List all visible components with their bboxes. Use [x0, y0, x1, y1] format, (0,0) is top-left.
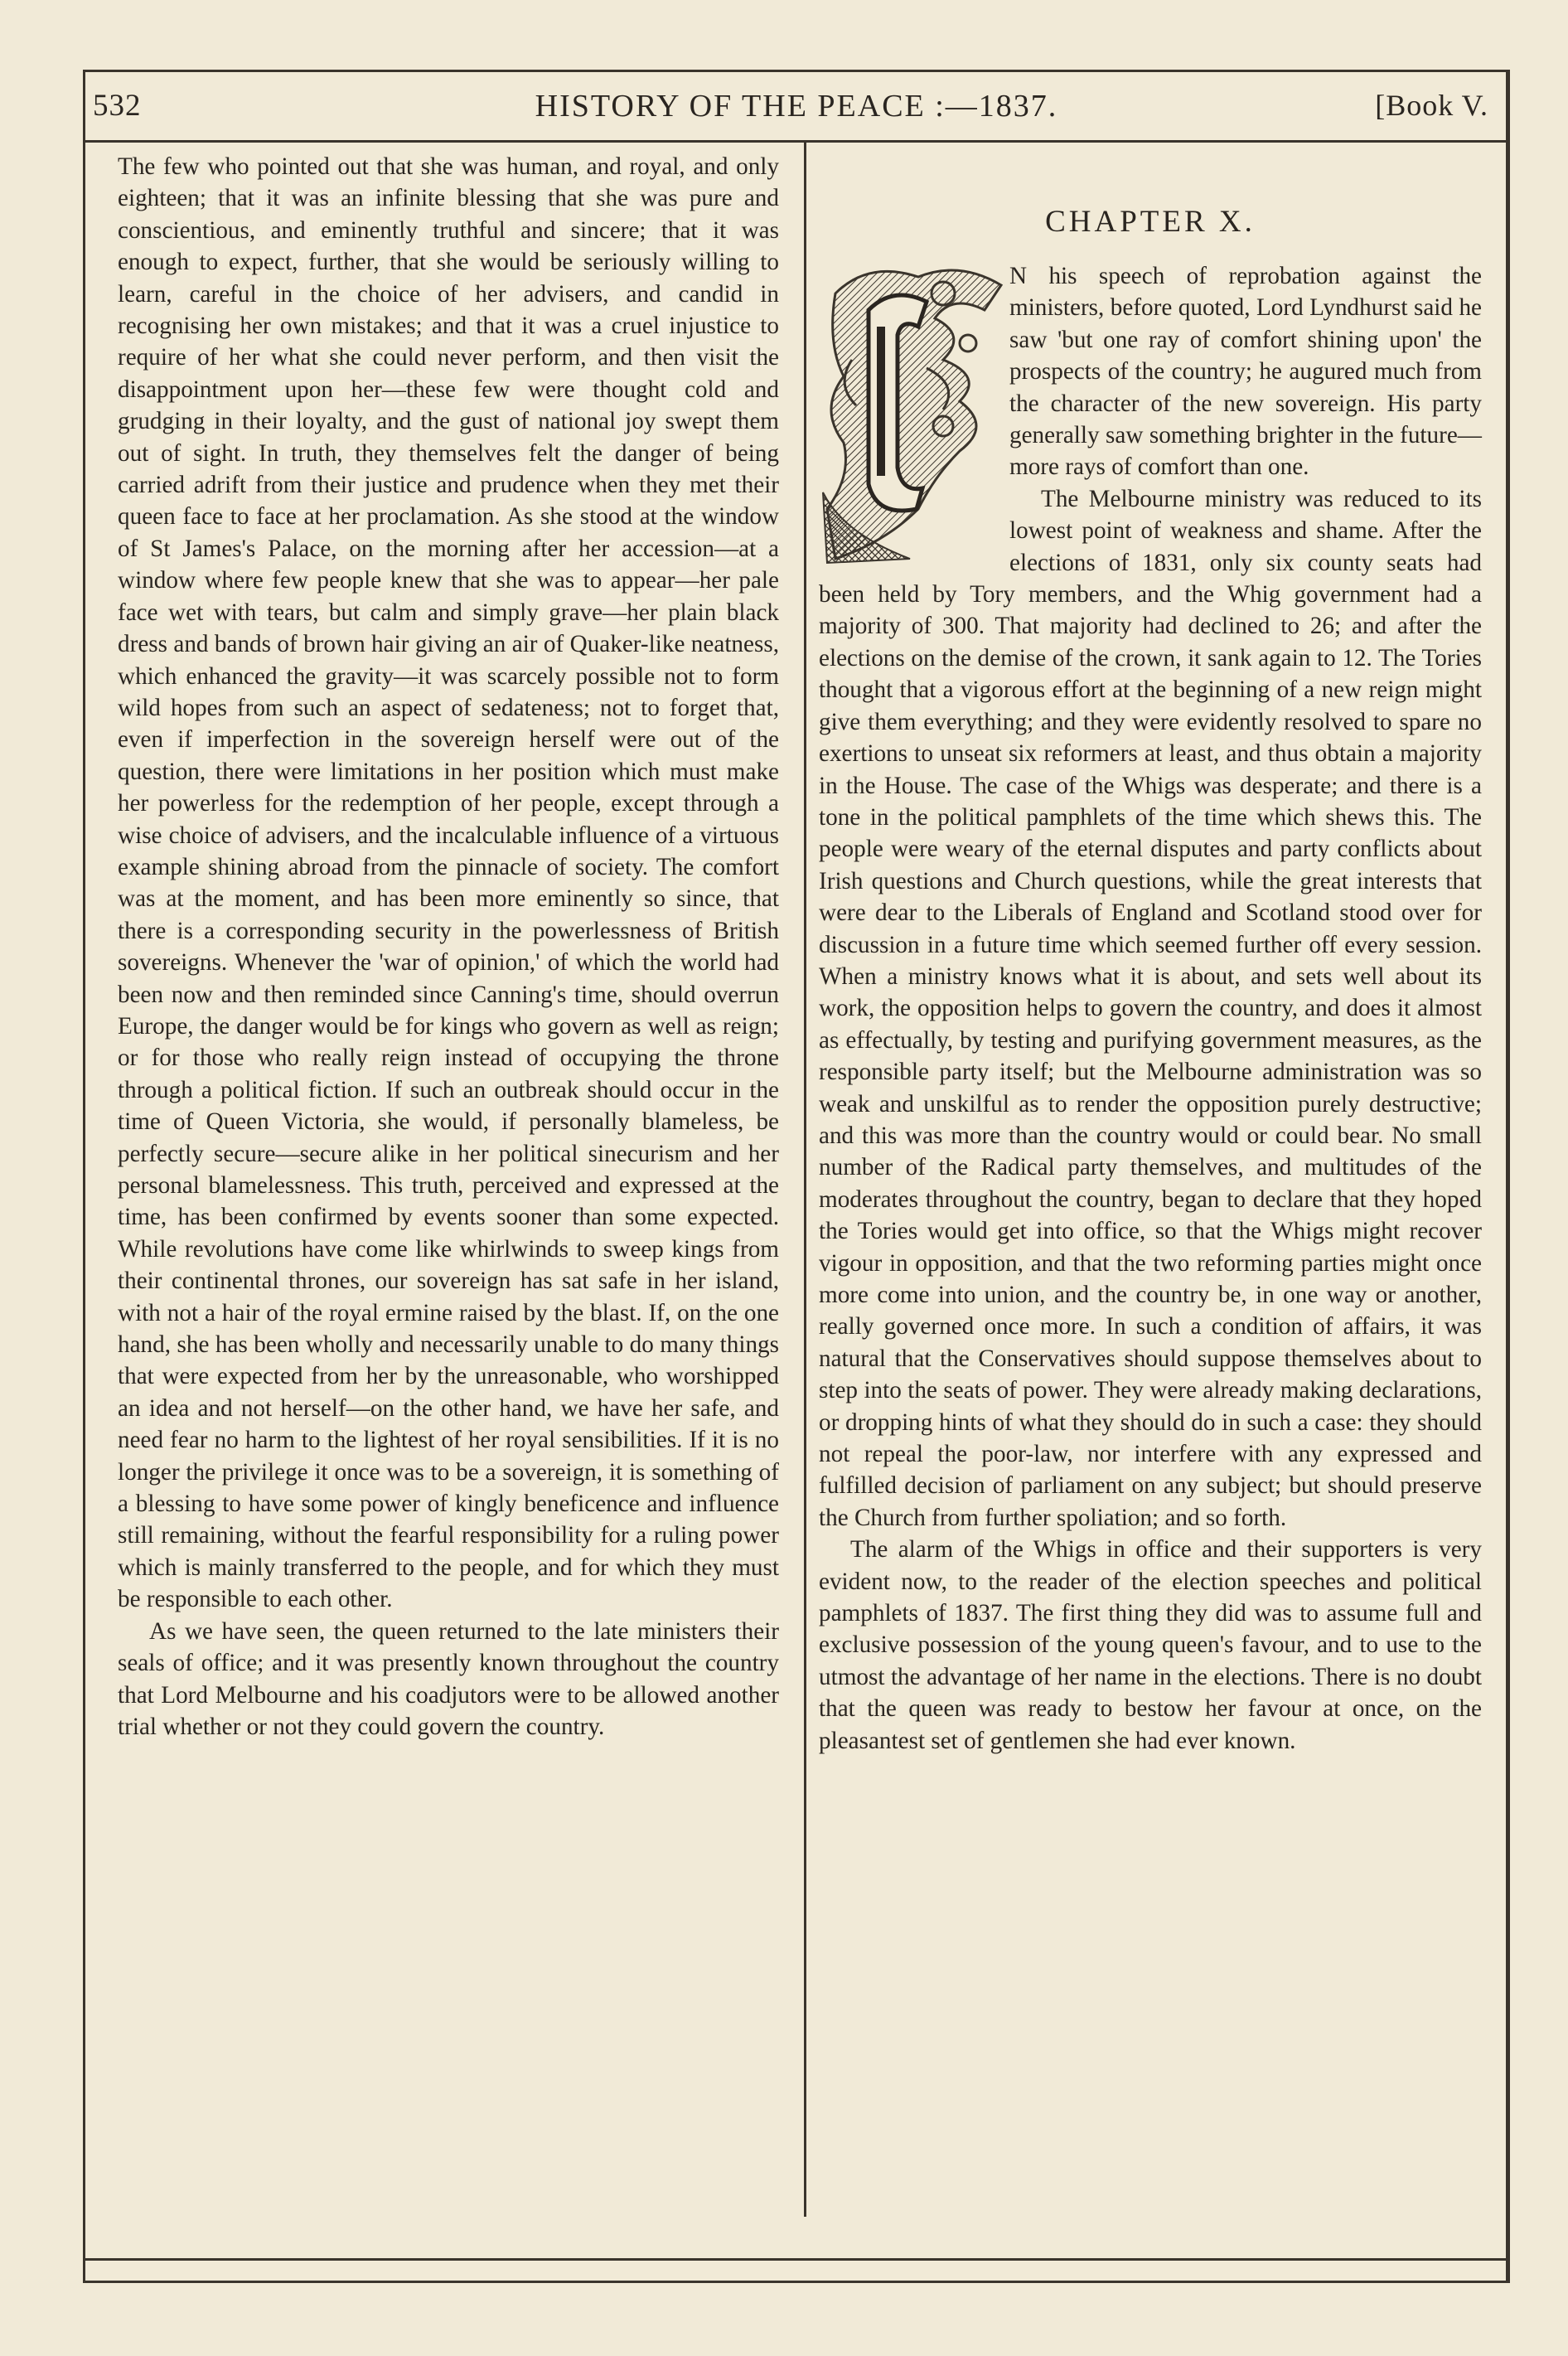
running-title: HISTORY OF THE PEACE :—1837.: [535, 89, 1058, 124]
book-label: [Book V.: [1375, 89, 1488, 122]
column-divider: [804, 143, 806, 2217]
chapter-heading: CHAPTER X.: [1045, 205, 1256, 239]
body-paragraph: The Melbourne ministry was reduced to its lowest point of weakness and shame. After the elections of 1831, only six county seats had been held by Tory members, and the Whig government had a majority of 300. That majority had declined to 26; and after the elections on the demise of the crown, it sank again to 12. The Tories thought that a vigorous effort at the beginning of a new reign might give them everything; and they were evidently resolved to spare no exertions to unseat six reformers at least, and thus obtain a majority in the House. The case of the Whigs was desperate; and there is a tone in the political pamphlets of the time which shews this. The people were weary of the eternal disputes and party conflicts about Irish questions and Church questions, while the great interests that were dear to the Liberals of England and Scotland stood over for discussion in a future time which seemed further off every session. When a ministry knows what it is about, and sets well about its work, the opposition helps to govern the country, and does it almost as effectually, by testing and purifying government measures, as the responsible party itself; but the Melbourne administration was so weak and unskilful as to render the opposition purely destructive; and this was more than the country would or could bear. No small number of the Radical party themselves, and multitudes of the moderates throughout the country, began to declare that they hoped the Tories would get into office, so that the Whigs might recover vigour in opposition, and that the two reforming parties might once more come into union, and the country be, in one way or another, really governed once more. In such a condition of affairs, it was natural that the Conservatives should suppose themselves about to step into the seats of power. They were already making declarations, or dropping hints of what they should do in such a case: they should not repeal the poor-law, nor interfere with any expressed and fulfilled decision of parliament on any subject; but should preserve the Church from further spoliation; and so forth.: [819, 485, 1482, 1531]
right-column: [819, 158, 1482, 1757]
body-paragraph: The alarm of the Whigs in office and their supporters is very evident now, to the reader of the election speeches and political pamphlets of 1837. The first thing they did was to assume full and exclusive possession of the young queen's favour, and to use to the utmost the advantage of her name in the elections. There is no doubt that the queen was ready to bestow her favour at once, on the pleasantest set of gentlemen she had ever known.: [819, 1536, 1482, 1754]
ornamental-drop-cap: [819, 260, 1006, 567]
running-header: [83, 70, 1510, 143]
bottom-rule: [83, 2258, 1510, 2261]
chapter-opening-paragraph: N his speech of reprobation against the ministers, before quoted, Lord Lyndhurst said he saw 'but one ray of comfort shining upon' the prospects of the country; he augured much from the character of the new sovereign. His party generally saw something brighter in the future—more rays of comfort than one.: [1009, 263, 1482, 481]
body-paragraph: The few who pointed out that she was human, and royal, and only eighteen; that it was an infinite blessing that she was pure and conscientious, and eminently truthful and sincere; that it was enough to expect, further, that she would be seriously willing to learn, careful in the choice of her advisers, and candid in recognising her own mistakes; and that it was a cruel injustice to require of her what she could never perform, and then visit the disappointment upon her—these few were thought cold and grudging in their loyalty, and the gust of national joy swept them out of sight. In truth, they themselves felt the danger of being carried adrift from their justice and prudence when they met their queen face to face at her proclamation. As she stood at the window of St James's Palace, on the morning after her accession—at a window where few people knew that she was to appear—her pale face wet with tears, but calm and simply grave—her plain black dress and bands of brown hair giving an air of Quaker-like neatness, which enhanced the gravity—it was scarcely possible not to form wild hopes from such an aspect of sedateness; not to forget that, even if imperfection in the sovereign herself were out of the question, there were limitations in her position which must make her powerless for the redemption of her people, except through a wise choice of advisers, and the incalculable influence of a virtuous example shining abroad from the pinnacle of society. The comfort was at the moment, and has been more eminently so since, that there is a corresponding security in the powerlessness of British sovereigns. Whenever the 'war of opinion,' of which the world had been now and then reminded since Canning's time, should overrun Europe, the danger would be for kings who govern as well as reign; or for those who really reign instead of occupying the throne through a political fiction. If such an outbreak should occur in the time of Queen Victoria, she would, if personally blameless, be perfectly secure—secure alike in her political sinecurism and her personal blamelessness. This truth, perceived and expressed at the time, has been confirmed by events sooner than some expected. While revolutions have come like whirlwinds to sweep kings from their continental thrones, our sovereign has sat safe in her island, with not a hair of the royal ermine raised by the blast. If, on the one hand, she has been wholly and necessarily unable to do many things that were expected from her by the unreasonable, who worshipped an idea and not herself—on the other hand, we have her safe, and need fear no harm to the lightest of her royal sensibilities. If it is no longer the privilege it once was to be a sovereign, it is something of a blessing to have some power of kingly beneficence and influence still remaining, without the fearful responsibility for a ruling power which is mainly transferred to the people, and for which they must be responsible to each other.: [118, 153, 779, 1613]
left-column: [118, 151, 779, 1743]
page-number: 532: [93, 89, 142, 123]
body-paragraph: As we have seen, the queen returned to the late ministers their seals of office; and it was presently known throughout the country that Lord Melbourne and his coadjutors were to be allowed another trial whether or not they could govern the country.: [118, 1617, 779, 1740]
drop-cap-ornament-icon: [819, 260, 1006, 567]
